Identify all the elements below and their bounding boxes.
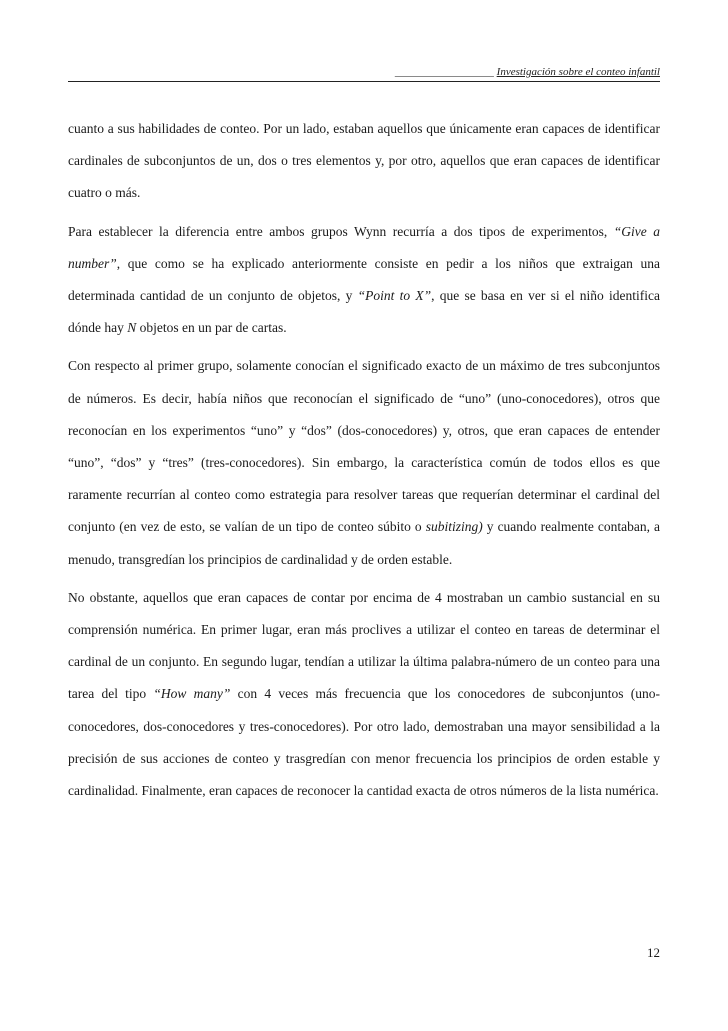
page-number: 12 [647, 945, 660, 960]
text-run: Con respecto al primer grupo, solamente conocían el significado exacto de un máximo de tres subconjuntos de números. Es decir, había niños que reconocían el significado de “uno” (uno-conocedores), otros que reconocían en los experimentos “uno” y “dos” (dos-conocedores) y, otros, que eran capaces de entender “uno”, “dos” y “tres” (tres-conocedores). Sin embargo, la característica común de todos ellos es que raramente recurrían al conteo como estrategia para resolver tareas que requerían determinar el cardinal del conjunto (en vez de esto, se valían de un tipo de conteo súbito o [68, 358, 660, 535]
text-run: Para establecer la diferencia entre ambos grupos Wynn recurría a dos tipos de experimentos, [68, 223, 614, 239]
header-title: Investigación sobre el conteo infantil [496, 66, 660, 78]
paragraph [68, 350, 660, 575]
term-give-a-number: “Give a number” [68, 223, 661, 271]
text-run: , que se basa en ver si el niño identifica dónde hay [68, 288, 660, 336]
text-run: objetos en un par de cartas. [136, 320, 287, 336]
text-run: No obstante, aquellos que eran capaces de contar por encima de 4 mostraban un cambio sustancial en su comprensión numérica. En primer lugar, eran más proclives a utilizar el conteo en tareas de determinar el cardinal de un conjunto. En segundo lugar, tendían a utilizar la última palabra-número de un conteo para una tarea del tipo [68, 589, 660, 702]
text-run: con 4 veces más frecuencia que los conocedores de subconjuntos (uno-conocedores, dos-conocedores y tres-conocedores). Por otro lado, demostraban una mayor sensibilidad a la precisión de sus acciones de conteo y trasgredían con menor frecuencia los principios de orden estable y cardinalidad. Finalmente, eran capaces de reconocer la cantidad exacta de otros números de la lista numérica. [68, 686, 661, 799]
text-run: cuanto a sus habilidades de conteo. Por un lado, estaban aquellos que únicamente eran capaces de identificar cardinales de subconjuntos de un, dos o tres elementos y, por otro, aquellos que eran capaces de identificar cuatro o más. [68, 121, 660, 201]
term-how-many: “How many” [153, 686, 231, 702]
running-header [68, 66, 660, 78]
term-point-to-x: “Point to X” [357, 288, 432, 304]
paragraph [68, 582, 660, 807]
text-run: y cuando realmente contaban, a menudo, transgredían los principios de cardinalidad y de orden estable. [68, 519, 660, 567]
variable-n: N [127, 320, 137, 336]
header-rule [68, 81, 660, 82]
paragraph [68, 113, 660, 210]
term-subitizing: subitizing) [425, 519, 483, 535]
text-run: , que como se ha explicado anteriormente consiste en pedir a los niños que extraigan una determinada cantidad de un conjunto de objetos, y [68, 255, 660, 304]
paragraph [68, 216, 660, 345]
header-blank-line: __________________ [394, 66, 494, 78]
body-text [68, 113, 660, 813]
